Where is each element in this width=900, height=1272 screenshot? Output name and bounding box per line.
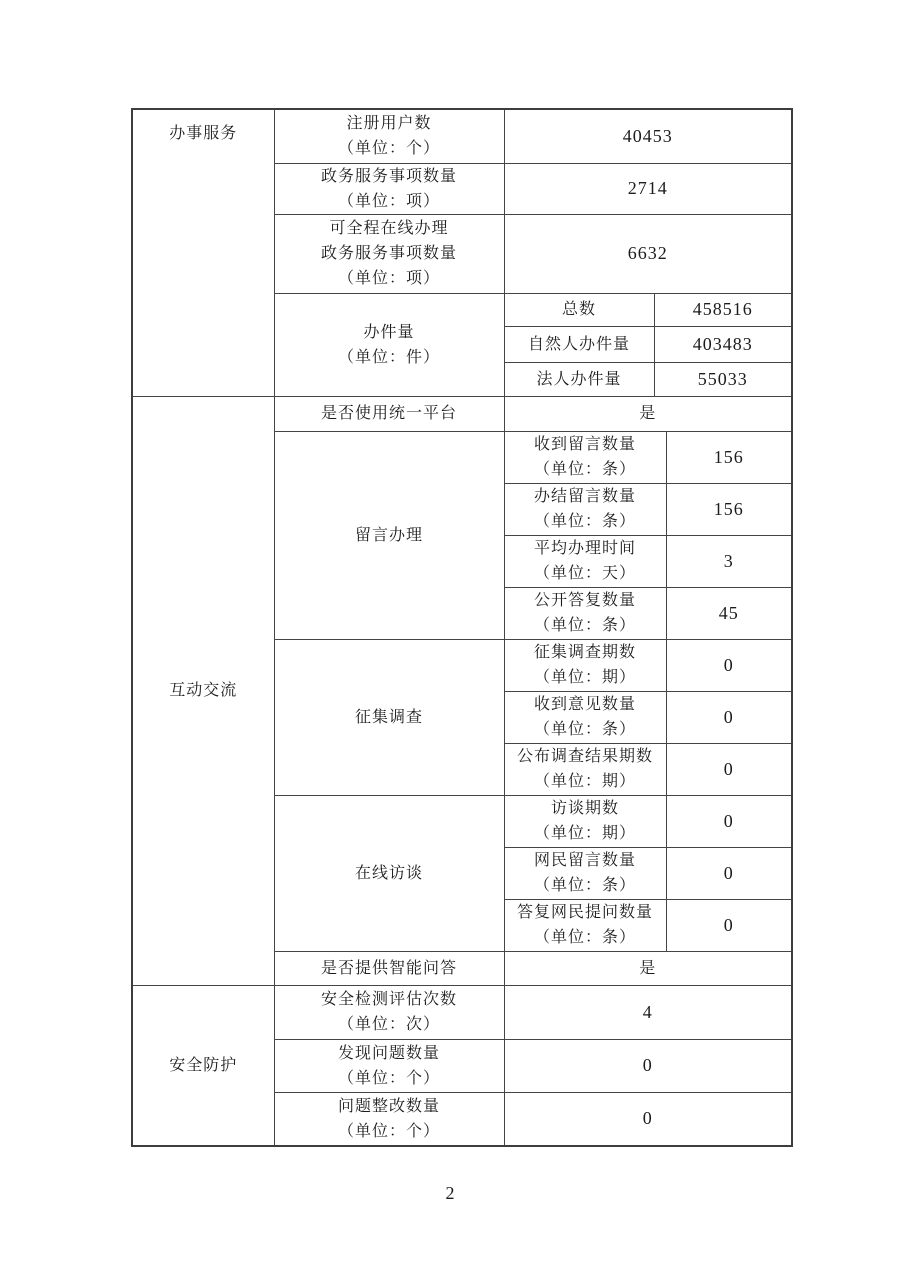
unit-line: （单位：条）	[533, 617, 636, 634]
unit-line: （单位：项）	[337, 192, 440, 210]
unit-line: （单位：条）	[533, 461, 636, 478]
full-online-items-label	[274, 214, 504, 293]
gov-service-items-label	[274, 163, 504, 214]
problems-found-label	[274, 1039, 504, 1092]
survey-opinions-label	[504, 691, 666, 743]
label-line: 政务服务事项数量	[320, 245, 457, 262]
avg-handle-time-value: 3	[666, 535, 792, 587]
smart-qa-label: 是否提供智能问答	[274, 951, 504, 985]
label-line: 平均办理时间	[533, 540, 636, 557]
avg-handle-time-label	[504, 535, 666, 587]
netizen-messages-value: 0	[666, 847, 792, 899]
message-handling-label: 留言办理	[274, 431, 504, 639]
survey-label: 征集调查	[274, 639, 504, 795]
full-online-items-value: 6632	[504, 214, 792, 293]
group-label-interaction: 互动交流	[169, 682, 238, 699]
label-line: 问题整改数量	[337, 1097, 440, 1115]
messages-received-value: 156	[666, 431, 792, 483]
survey-periods-label	[504, 639, 666, 691]
group-label-security: 安全防护	[169, 1056, 238, 1074]
label-line: 发现问题数量	[337, 1044, 440, 1062]
public-reply-label	[504, 587, 666, 639]
messages-completed-value: 156	[666, 483, 792, 535]
unit-line: （单位：件）	[337, 348, 440, 366]
security-checks-value: 4	[504, 985, 792, 1039]
unit-line: （单位：个）	[337, 1069, 440, 1087]
label-line: 网民留言数量	[533, 852, 636, 869]
case-volume-legal-value: 55033	[654, 362, 792, 396]
registered-users-value: 40453	[504, 109, 792, 163]
group-label-service: 办事服务	[169, 125, 238, 142]
gov-service-items-value: 2714	[504, 163, 792, 214]
label-line: 公布调查结果期数	[516, 748, 653, 765]
annual-report-table	[131, 108, 793, 1147]
problems-fixed-label	[274, 1092, 504, 1146]
messages-received-label	[504, 431, 666, 483]
group-cell-security	[132, 985, 274, 1146]
survey-results-value: 0	[666, 743, 792, 795]
messages-completed-label	[504, 483, 666, 535]
group-cell-interaction	[132, 396, 274, 985]
label-line: 政务服务事项数量	[320, 167, 457, 185]
unit-line: （单位：条）	[533, 721, 636, 738]
label-line: 访谈期数	[550, 800, 619, 817]
problems-found-value: 0	[504, 1039, 792, 1092]
case-volume-total-value: 458516	[654, 293, 792, 326]
unit-line: （单位：条）	[533, 513, 636, 530]
label-line: 办结留言数量	[533, 488, 636, 505]
label-line: 办件量	[363, 323, 415, 341]
label-line: 公开答复数量	[533, 592, 636, 609]
unit-line: （单位：项）	[337, 270, 440, 287]
unit-line: （单位：个）	[337, 140, 440, 158]
unit-line: （单位：期）	[533, 669, 636, 686]
public-reply-value: 45	[666, 587, 792, 639]
label-line: 收到留言数量	[533, 436, 636, 453]
unit-line: （单位：天）	[533, 565, 636, 582]
case-volume-natural-label: 自然人办件量	[504, 326, 654, 362]
survey-opinions-value: 0	[666, 691, 792, 743]
registered-users-label	[274, 109, 504, 163]
case-volume-legal-label: 法人办件量	[504, 362, 654, 396]
survey-periods-value: 0	[666, 639, 792, 691]
label-line: 征集调查期数	[533, 644, 636, 661]
unit-line: （单位：条）	[533, 929, 636, 946]
interview-label: 在线访谈	[274, 795, 504, 951]
page-number: 2	[445, 1183, 455, 1203]
unit-line: （单位：期）	[533, 825, 636, 842]
unified-platform-value: 是	[504, 396, 792, 431]
unit-line: （单位：条）	[533, 877, 636, 894]
unified-platform-label: 是否使用统一平台	[274, 396, 504, 431]
interview-periods-label	[504, 795, 666, 847]
netizen-replies-value: 0	[666, 899, 792, 951]
case-volume-total-label: 总数	[504, 293, 654, 326]
label-line: 可全程在线办理	[329, 220, 449, 237]
case-volume-label	[274, 293, 504, 396]
survey-results-label	[504, 743, 666, 795]
label-line: 注册用户数	[346, 115, 432, 133]
problems-fixed-value: 0	[504, 1092, 792, 1146]
unit-line: （单位：期）	[533, 773, 636, 790]
group-cell-service	[132, 109, 274, 396]
label-line: 安全检测评估次数	[320, 991, 457, 1008]
security-checks-label	[274, 985, 504, 1039]
netizen-messages-label	[504, 847, 666, 899]
netizen-replies-label	[504, 899, 666, 951]
unit-line: （单位：次）	[337, 1016, 440, 1033]
label-line: 收到意见数量	[533, 696, 636, 713]
unit-line: （单位：个）	[337, 1122, 440, 1140]
label-line: 答复网民提问数量	[516, 904, 653, 921]
smart-qa-value: 是	[504, 951, 792, 985]
interview-periods-value: 0	[666, 795, 792, 847]
case-volume-natural-value: 403483	[654, 326, 792, 362]
